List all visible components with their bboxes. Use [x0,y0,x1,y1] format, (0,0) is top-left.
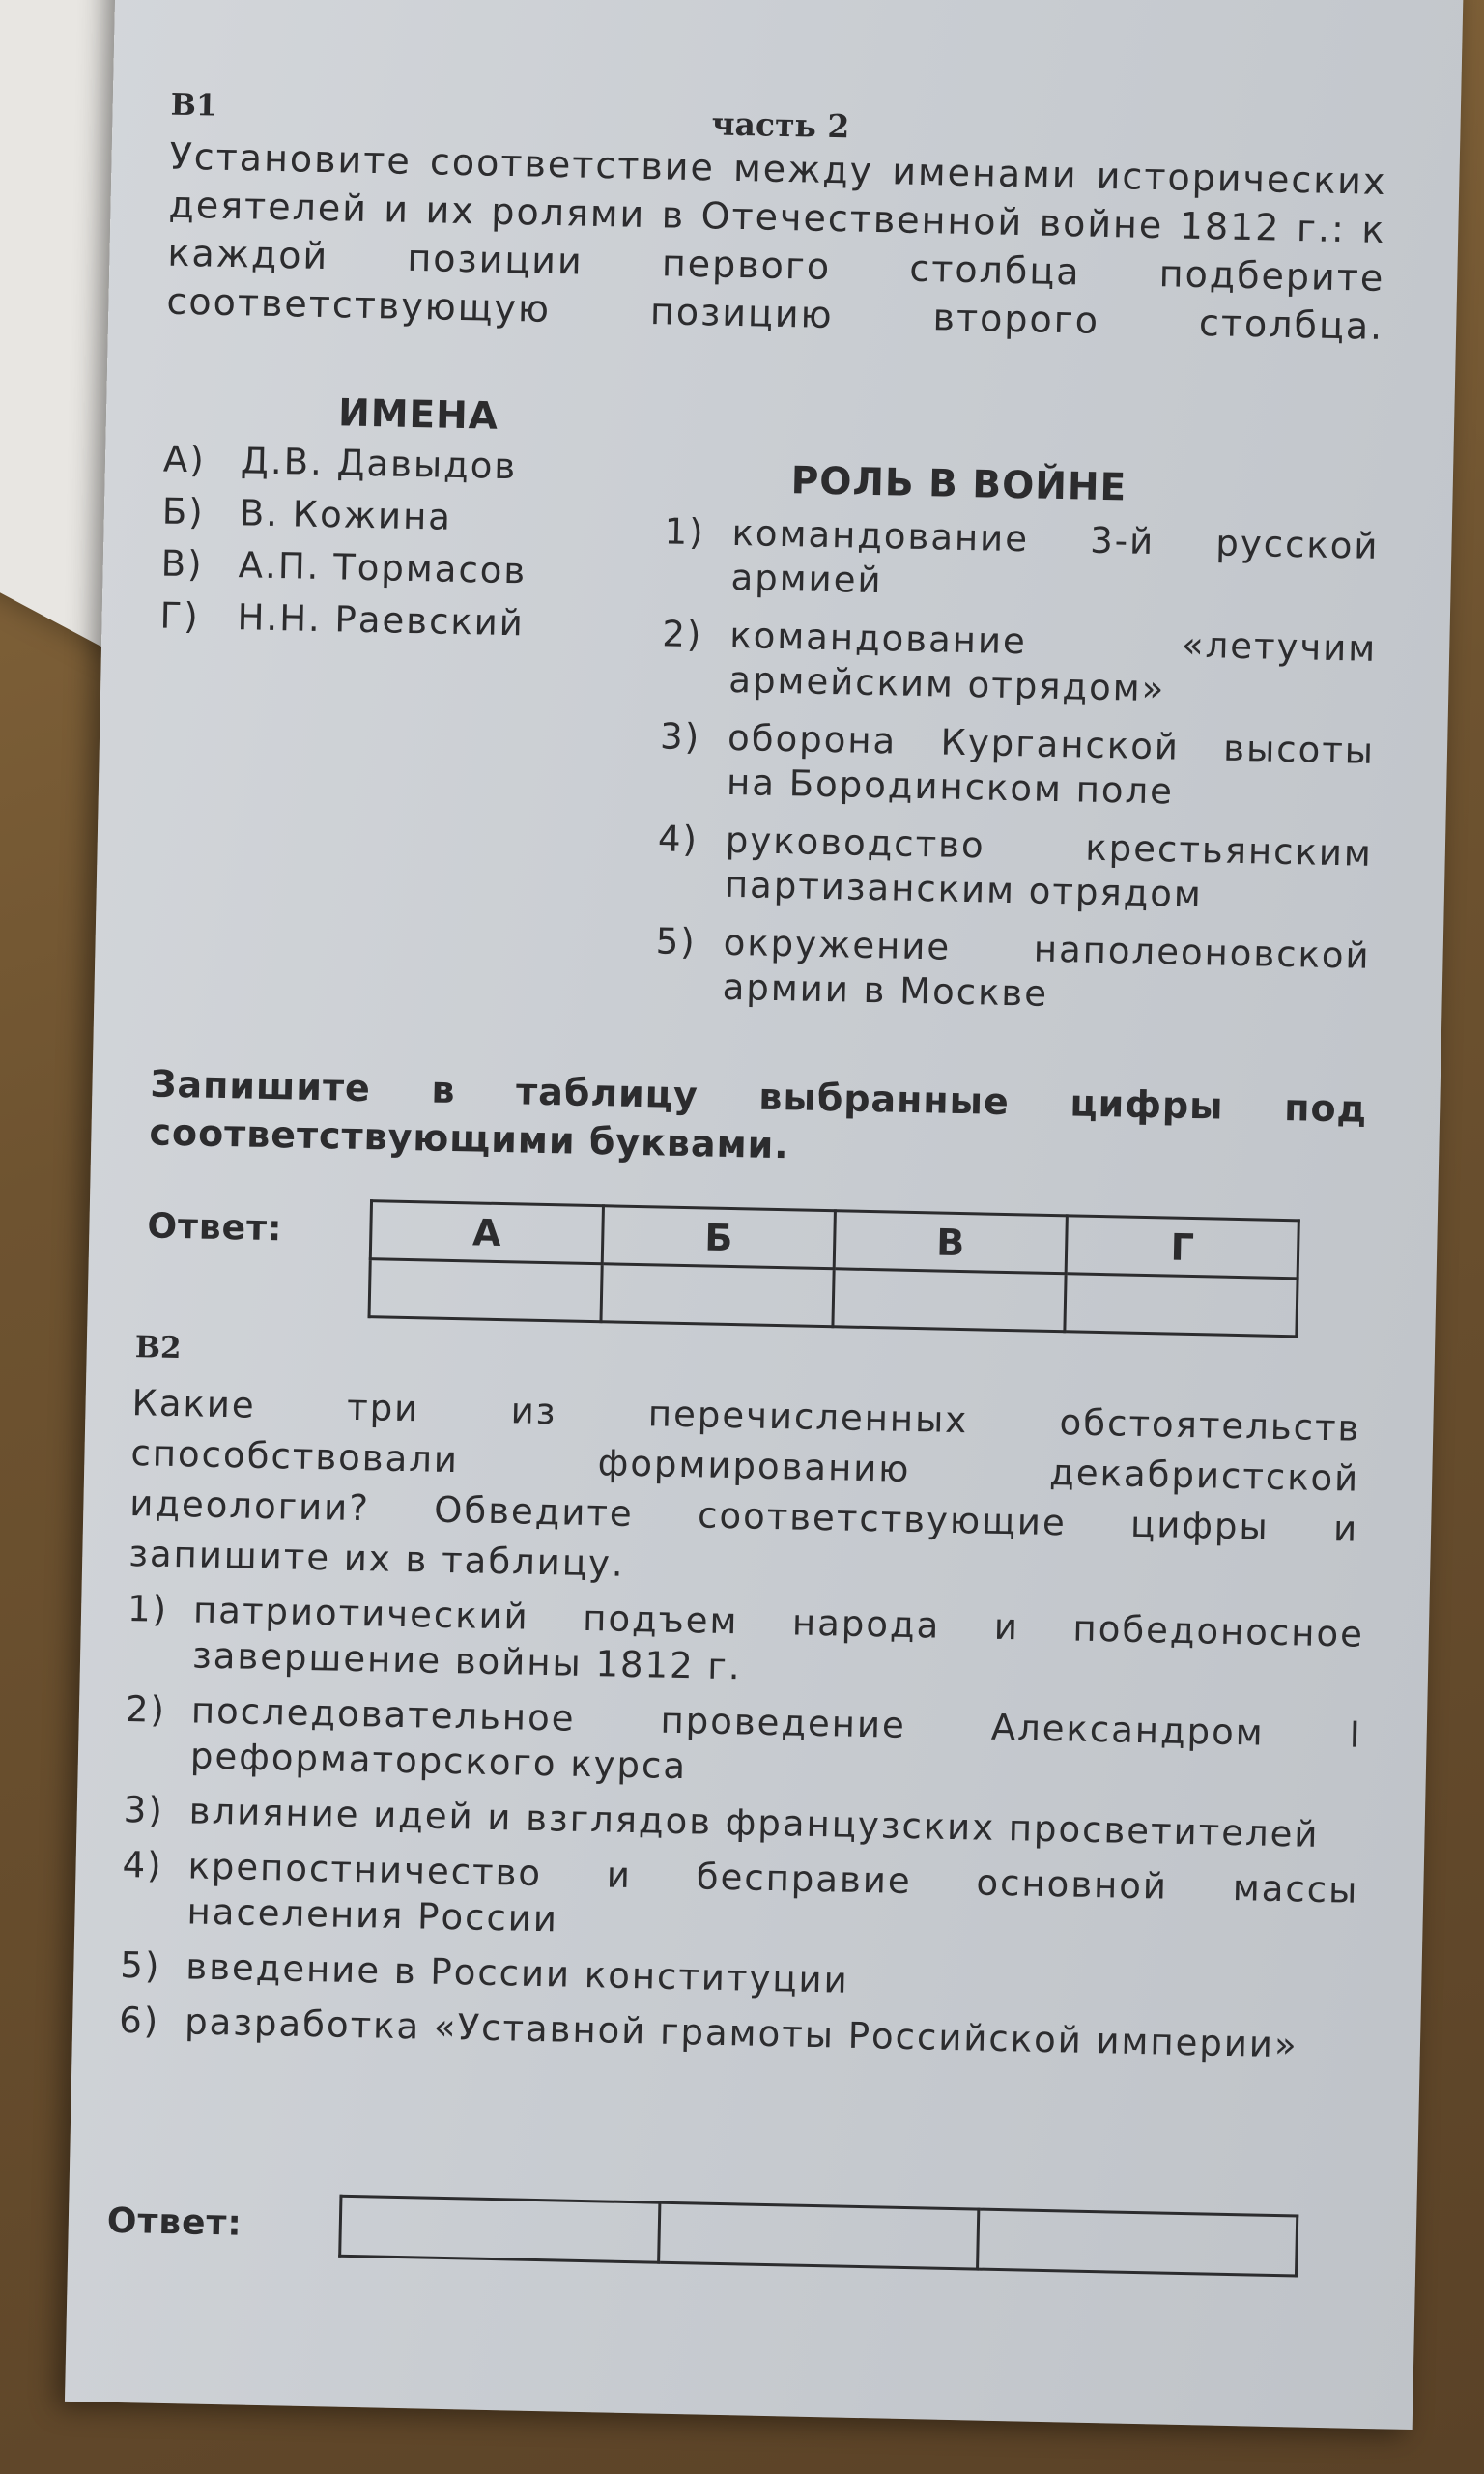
names-column [159,388,609,652]
task-b2-answer-table [338,2195,1298,2278]
option-number: 6) [118,1999,160,2042]
name-item-g [159,590,605,652]
option-text: последовательное проведение Александром I реформаторского курса [189,1689,1363,1788]
role-number: 5) [655,920,698,964]
task-b1-instruction: Запишите в таблицу выбранные цифры под соответствующими буквами. [149,1062,1368,1167]
answer-cell-b[interactable] [601,1264,834,1327]
task-b1-question-block [166,132,1387,351]
task-b2-id: В2 [134,1330,182,1366]
answer-cell-a[interactable] [369,1259,602,1322]
name-text: А.П. Тормасов [238,544,528,592]
name-item-a [162,434,608,496]
table-header-g: Г [1066,1216,1298,1279]
name-item-v [160,538,606,600]
name-letter: Г) [159,594,201,638]
task-b1-instruction-block [149,1059,1368,1181]
role-text: командование «летучим армейским отрядом» [728,614,1378,710]
answer-cell-v[interactable] [833,1269,1066,1332]
page-content [106,87,1417,2244]
table-header-b: Б [602,1206,835,1269]
role-text: окружение наполеоновской армии в Москве [722,921,1372,1015]
option-number: 4) [122,1843,164,1886]
role-item-2 [661,612,1378,715]
task-b2-options [119,1586,1365,2079]
answer-cell-3[interactable] [978,2209,1298,2276]
option-number: 3) [123,1788,165,1831]
task-b1-question: Установите соответствие между именами исторических деятелей и их ролями в Отечественной войне 1812 г.: к каждой позиции первого столбца подберите соответствующую позицию второго столбца. [166,134,1387,348]
task-b2-answer [106,2190,1298,2278]
role-text: командование 3-й русской армией [730,511,1380,602]
name-letter: В) [160,542,205,586]
option-item-2 [124,1686,1362,1803]
answer-label: Ответ: [106,2201,243,2244]
option-text: крепостничество и бесправие основной массы населения России [186,1845,1359,1941]
roles-heading: РОЛЬ В ВОЙНЕ [790,459,1127,510]
task-b1-answer-table [367,1199,1299,1338]
role-text: оборона Курганской высоты на Бородинском поле [726,716,1376,813]
role-number: 2) [661,613,703,656]
answer-label: Ответ: [147,1206,283,1250]
worksheet-page [65,0,1464,2430]
task-b1-answer [146,1194,1300,1338]
task-b2-question: Какие три из перечисленных обстоятельств способствовали формированию декабристской идеологии? Обведите соответствующие цифры и запишите их в таблицу. [128,1382,1361,1585]
name-item-b [161,486,607,548]
name-letter: Б) [161,490,206,533]
task-b2-question-block [128,1378,1361,1605]
table-header-v: В [834,1211,1067,1274]
role-item-5 [654,919,1371,1022]
task-b1-id: В1 [170,87,217,124]
roles-column [654,456,1381,1036]
role-number: 4) [657,818,699,861]
option-text: введение в России конституции [185,1945,850,2001]
answer-cell-2[interactable] [659,2202,979,2269]
option-item-1 [127,1586,1365,1703]
option-text: патриотический подъем народа и победоносное завершение войны 1812 г. [191,1589,1365,1688]
role-item-3 [659,714,1376,818]
role-number: 1) [664,510,706,554]
part-title: часть 2 [711,104,850,146]
option-text: влияние идей и взглядов французских просветителей [188,1790,1320,1856]
option-item-4 [121,1842,1359,1959]
name-text: Д.В. Давыдов [240,440,518,488]
role-item-1 [663,509,1380,613]
name-text: В. Кожина [239,492,453,538]
name-text: Н.Н. Раевский [237,596,526,645]
option-text: разработка «Уставной грамоты Российской империи» [184,2000,1299,2066]
role-text: руководство крестьянским партизанским отрядом [724,819,1374,916]
role-number: 3) [659,715,701,759]
names-heading: ИМЕНА [337,391,499,439]
role-item-4 [657,817,1374,920]
answer-cell-1[interactable] [340,2196,660,2262]
option-number: 5) [119,1943,161,1987]
option-number: 2) [125,1688,167,1731]
option-number: 1) [127,1588,169,1630]
table-header-a: А [370,1201,603,1264]
name-letter: А) [162,438,207,481]
answer-cell-g[interactable] [1065,1274,1298,1337]
